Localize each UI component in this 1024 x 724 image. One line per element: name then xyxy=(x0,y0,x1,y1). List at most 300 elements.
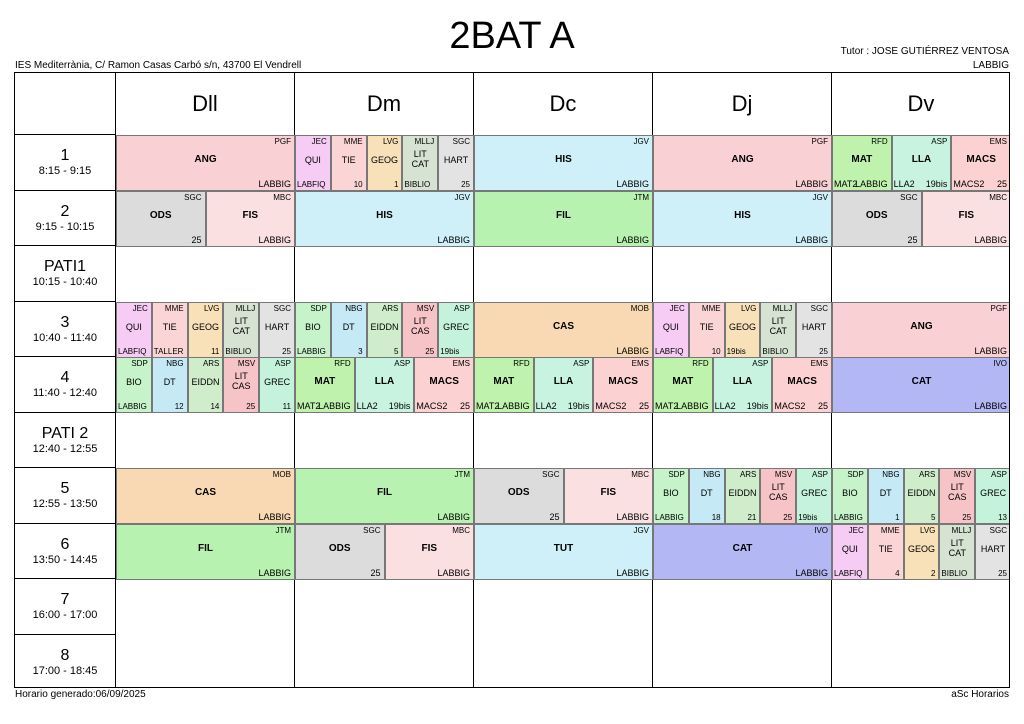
lesson-card[interactable] xyxy=(939,468,975,524)
room-label: 13 xyxy=(998,513,1007,522)
lesson-card[interactable] xyxy=(653,357,713,413)
subject-label: GEOG xyxy=(907,544,935,554)
room-label: BIBLIO xyxy=(941,569,968,578)
subject-label: CAS xyxy=(194,487,217,498)
room-label: 19bis xyxy=(746,401,769,411)
lesson-card[interactable] xyxy=(116,468,295,524)
room-label: 19bis xyxy=(925,179,948,189)
period-label: PATI 2 12:40 - 12:55 xyxy=(15,412,115,467)
room-label: 11 xyxy=(282,402,291,411)
generated-date: Horario generado:06/09/2025 xyxy=(15,689,146,700)
subject-label: QUI xyxy=(304,155,321,165)
lesson-card[interactable] xyxy=(975,468,1010,524)
lesson-card[interactable] xyxy=(832,357,1010,413)
teacher-code: ASP xyxy=(394,359,411,368)
room-label: LABBIG xyxy=(795,179,828,189)
room-label: 5 xyxy=(393,347,399,356)
lesson-card[interactable] xyxy=(223,357,259,413)
room-label: LABBIG xyxy=(795,568,828,578)
room-label: 25 xyxy=(370,568,381,578)
lesson-card[interactable] xyxy=(534,357,594,413)
lesson-card[interactable] xyxy=(295,468,474,524)
period-label: 1 8:15 - 9:15 xyxy=(15,134,115,190)
subject-label: FIS xyxy=(421,543,438,554)
teacher-code: JEC xyxy=(669,304,685,313)
teacher-code: EMS xyxy=(989,137,1007,146)
subject-label: CAT xyxy=(732,543,753,554)
lesson-card[interactable] xyxy=(295,191,474,247)
subject-label: DT xyxy=(879,488,892,498)
teacher-code: ASP xyxy=(453,304,470,313)
lesson-card[interactable] xyxy=(295,135,331,191)
lesson-card[interactable] xyxy=(653,302,689,358)
teacher-code: JTM xyxy=(633,193,649,202)
subject-label: HIS xyxy=(376,210,393,221)
period-label: 3 10:40 - 11:40 xyxy=(15,301,115,356)
subject-label: HIS xyxy=(734,210,751,221)
subject-label: QUI xyxy=(841,544,858,554)
room-label: 25 xyxy=(461,180,470,189)
teacher-code: SDP xyxy=(131,359,148,368)
lesson-card[interactable] xyxy=(760,302,796,358)
room-label: 25 xyxy=(783,513,793,522)
lesson-card[interactable] xyxy=(725,302,761,358)
subject-label: HIS xyxy=(555,154,572,165)
subject-label: BIO xyxy=(126,377,142,387)
teacher-code: NBG xyxy=(882,470,900,479)
teacher-code: ASP xyxy=(573,359,590,368)
teacher-code: NBG xyxy=(345,304,363,313)
teacher-code: PGF xyxy=(811,137,828,146)
room-label: 18 xyxy=(711,513,721,522)
teacher-code: JEC xyxy=(132,304,148,313)
room-label: LABBIG xyxy=(795,235,828,245)
lesson-card[interactable] xyxy=(653,468,689,524)
room-label: MAT2 xyxy=(476,401,500,411)
teacher-code: MME xyxy=(164,304,184,313)
lesson-card[interactable] xyxy=(438,302,474,358)
lesson-card[interactable] xyxy=(295,302,331,358)
teacher-code: SGC xyxy=(900,193,918,202)
room-label: LABFIQ xyxy=(297,180,326,189)
room-label: LABBIG xyxy=(616,179,649,189)
subject-label: ANG xyxy=(731,154,754,165)
subject-label: ODS xyxy=(865,210,888,221)
room-label: LABBIG xyxy=(655,513,684,522)
teacher-code: EMS xyxy=(631,359,649,368)
room-label: 10 xyxy=(711,347,721,356)
room-label: 2 xyxy=(930,569,936,578)
lesson-card[interactable] xyxy=(725,468,761,524)
teacher-code: JGV xyxy=(454,193,470,202)
subject-label: MACS xyxy=(429,376,459,387)
room-label: LLA2 xyxy=(714,401,736,411)
room-label: LABBIG xyxy=(258,235,291,245)
teacher-code: RFD xyxy=(334,359,351,368)
lesson-card[interactable] xyxy=(975,524,1010,580)
lesson-card[interactable] xyxy=(832,524,868,580)
lesson-card[interactable] xyxy=(713,357,773,413)
lesson-card[interactable] xyxy=(355,357,415,413)
subject-label: LIT CAS xyxy=(948,482,967,502)
room-label: LABBIG xyxy=(616,512,649,522)
room-label: LABBIG xyxy=(974,235,1007,245)
teacher-code: RFD xyxy=(692,359,709,368)
room-label: 19bis xyxy=(388,401,411,411)
room-label: LLA2 xyxy=(893,179,915,189)
subject-label: TIE xyxy=(878,544,893,554)
room-label: LABBIG xyxy=(974,346,1007,356)
subject-label: CAT xyxy=(911,376,932,387)
subject-label: MACS xyxy=(608,376,638,387)
period-label: 6 13:50 - 14:45 xyxy=(15,523,115,578)
room-label: BIBLIO xyxy=(225,347,252,356)
teacher-code: SGC xyxy=(273,304,291,313)
lesson-card[interactable] xyxy=(331,302,367,358)
home-room: LABBIG xyxy=(972,60,1009,71)
teacher-code: SGC xyxy=(452,137,470,146)
lesson-card[interactable] xyxy=(116,524,295,580)
subject-label: ODS xyxy=(507,487,530,498)
lesson-card[interactable] xyxy=(832,302,1010,358)
teacher-code: JGV xyxy=(633,526,649,535)
room-label: 25 xyxy=(425,347,435,356)
room-label: 25 xyxy=(282,347,291,356)
lesson-card[interactable] xyxy=(367,135,403,191)
room-label: 12 xyxy=(174,402,184,411)
lesson-card[interactable] xyxy=(188,302,224,358)
room-label: 25 xyxy=(246,402,256,411)
teacher-code: MME xyxy=(701,304,721,313)
room-label: MACS2 xyxy=(595,401,627,411)
teacher-code: MOB xyxy=(272,470,291,479)
teacher-code: ARS xyxy=(202,359,220,368)
room-label: 21 xyxy=(747,513,757,522)
day-header: Dm xyxy=(294,73,473,134)
subject-label: HART xyxy=(443,155,469,165)
teacher-code: JEC xyxy=(311,137,327,146)
teacher-code: NBG xyxy=(166,359,184,368)
teacher-code: EMS xyxy=(810,359,828,368)
subject-label: BIO xyxy=(663,488,679,498)
lesson-card[interactable] xyxy=(939,524,975,580)
lesson-card[interactable] xyxy=(116,135,295,191)
lesson-card[interactable] xyxy=(689,468,725,524)
room-label: 5 xyxy=(930,513,936,522)
teacher-code: SDP xyxy=(668,470,685,479)
lesson-card[interactable] xyxy=(259,302,295,358)
subject-label: LLA xyxy=(553,376,574,387)
lesson-card[interactable] xyxy=(904,524,940,580)
subject-label: TUT xyxy=(553,543,574,554)
lesson-card[interactable] xyxy=(385,524,475,580)
lesson-card[interactable] xyxy=(259,357,295,413)
period-label: 4 11:40 - 12:40 xyxy=(15,356,115,412)
teacher-code: MOB xyxy=(630,304,649,313)
lesson-card[interactable] xyxy=(868,468,904,524)
lesson-card[interactable] xyxy=(564,468,654,524)
room-label: LABBIG xyxy=(616,235,649,245)
room-label: MAT2 xyxy=(834,179,858,189)
room-label: LABBIG xyxy=(974,401,1007,411)
period-label: 5 12:55 - 13:50 xyxy=(15,467,115,523)
teacher-code: LVG xyxy=(382,137,399,146)
subject-label: EIDDN xyxy=(370,322,399,332)
subject-label: MACS xyxy=(787,376,817,387)
page-title: 2BAT A xyxy=(449,15,575,57)
room-label: LABBIG xyxy=(118,402,147,411)
lesson-card[interactable] xyxy=(116,357,152,413)
lesson-card[interactable] xyxy=(367,302,403,358)
teacher-code: RFD xyxy=(513,359,530,368)
subject-label: TIE xyxy=(341,155,356,165)
room-label: 25 xyxy=(191,235,202,245)
room-label: 3 xyxy=(358,347,363,356)
teacher-code: RFD xyxy=(871,137,888,146)
room-label: 4 xyxy=(895,569,900,578)
room-label: 25 xyxy=(998,569,1007,578)
room-label: MACS2 xyxy=(774,401,806,411)
room-label: MAT2 xyxy=(655,401,679,411)
lesson-card[interactable] xyxy=(922,191,1011,247)
room-label: 1 xyxy=(895,513,900,522)
lesson-card[interactable] xyxy=(796,468,832,524)
teacher-code: MME xyxy=(880,526,900,535)
subject-label: LIT CAT xyxy=(769,316,787,336)
teacher-code: SDP xyxy=(310,304,327,313)
lesson-card[interactable] xyxy=(593,357,653,413)
room-label: LLA2 xyxy=(356,401,378,411)
subject-label: EIDDN xyxy=(191,377,220,387)
period-label: 8 17:00 - 18:45 xyxy=(15,634,115,688)
teacher-code: MBC xyxy=(273,193,291,202)
day-header: Dv xyxy=(831,73,1010,134)
lesson-card[interactable] xyxy=(653,135,832,191)
teacher-code: MSV xyxy=(416,304,435,313)
teacher-code: ARS xyxy=(739,470,757,479)
subject-label: GREC xyxy=(801,488,828,498)
lesson-card[interactable] xyxy=(832,191,922,247)
room-label: LABFIQ xyxy=(655,347,684,356)
subject-label: DT xyxy=(342,322,355,332)
subject-label: BIO xyxy=(305,322,321,332)
lesson-card[interactable] xyxy=(868,524,904,580)
room-label: LABBIG xyxy=(437,235,470,245)
room-label: LABBIG xyxy=(497,401,530,411)
room-label: 19bis xyxy=(567,401,590,411)
subject-label: LIT CAS xyxy=(769,482,788,502)
subject-label: MAT xyxy=(493,376,515,387)
subject-label: LIT CAS xyxy=(411,316,430,336)
lesson-card[interactable] xyxy=(474,135,653,191)
lesson-card[interactable] xyxy=(689,302,725,358)
room-label: 25 xyxy=(459,401,470,411)
subject-label: LLA xyxy=(374,376,395,387)
room-label: LABBIG xyxy=(297,347,326,356)
teacher-code: MME xyxy=(343,137,363,146)
teacher-code: ASP xyxy=(752,359,769,368)
subject-label: DT xyxy=(700,488,713,498)
teacher-code: SDP xyxy=(847,470,864,479)
lesson-card[interactable] xyxy=(402,302,438,358)
lesson-card[interactable] xyxy=(796,302,832,358)
subject-label: QUI xyxy=(662,322,679,332)
teacher-code: ASP xyxy=(931,137,948,146)
teacher-code: IVO xyxy=(993,359,1007,368)
subject-label: MACS xyxy=(966,154,996,165)
room-label: BIBLIO xyxy=(762,347,789,356)
room-label: 1 xyxy=(393,180,399,189)
subject-label: GREC xyxy=(443,322,470,332)
room-label: LLA2 xyxy=(535,401,557,411)
lesson-card[interactable] xyxy=(760,468,796,524)
subject-label: LIT CAT xyxy=(948,538,966,558)
subject-label: MAT xyxy=(851,154,873,165)
period-label: 7 16:00 - 17:00 xyxy=(15,578,115,634)
subject-label: LIT CAT xyxy=(411,149,429,169)
teacher-code: LVG xyxy=(203,304,220,313)
teacher-code: SGC xyxy=(184,193,202,202)
room-label: MACS2 xyxy=(416,401,448,411)
teacher-code: MBC xyxy=(989,193,1007,202)
subject-label: LLA xyxy=(732,376,753,387)
timetable-grid xyxy=(14,72,1010,688)
teacher-code: MSV xyxy=(774,470,793,479)
lesson-card[interactable] xyxy=(653,191,832,247)
subject-label: TIE xyxy=(162,322,177,332)
teacher-code: MLLJ xyxy=(414,137,435,146)
lesson-card[interactable] xyxy=(772,357,832,413)
subject-label: TIE xyxy=(699,322,714,332)
lesson-card[interactable] xyxy=(152,357,188,413)
room-label: LABBIG xyxy=(437,568,470,578)
lesson-card[interactable] xyxy=(402,135,438,191)
teacher-code: SGC xyxy=(810,304,828,313)
lesson-card[interactable] xyxy=(904,468,940,524)
lesson-card[interactable] xyxy=(331,135,367,191)
room-label: 14 xyxy=(210,402,220,411)
day-header: Dj xyxy=(652,73,831,134)
teacher-code: IVO xyxy=(814,526,828,535)
teacher-code: JTM xyxy=(275,526,291,535)
room-label: LABBIG xyxy=(616,346,649,356)
teacher-code: LVG xyxy=(740,304,757,313)
teacher-code: MLLJ xyxy=(772,304,793,313)
teacher-code: MSV xyxy=(237,359,256,368)
lesson-card[interactable] xyxy=(892,135,952,191)
subject-label: HART xyxy=(801,322,827,332)
teacher-code: EMS xyxy=(452,359,470,368)
teacher-code: ASP xyxy=(811,470,828,479)
lesson-card[interactable] xyxy=(116,302,152,358)
subject-label: EIDDN xyxy=(728,488,757,498)
lesson-card[interactable] xyxy=(832,468,868,524)
room-label: 11 xyxy=(211,347,220,356)
lesson-card[interactable] xyxy=(414,357,474,413)
teacher-code: MLLJ xyxy=(235,304,256,313)
teacher-code: PGF xyxy=(274,137,291,146)
subject-label: ANG xyxy=(910,321,933,332)
lesson-card[interactable] xyxy=(474,468,564,524)
lesson-card[interactable] xyxy=(951,135,1010,191)
subject-label: GREC xyxy=(264,377,291,387)
subject-label: GEOG xyxy=(728,322,756,332)
room-label: 19bis xyxy=(440,347,460,356)
subject-label: QUI xyxy=(125,322,142,332)
software-credit: aSc Horarios xyxy=(951,689,1009,700)
room-label: 25 xyxy=(817,401,828,411)
room-label: LABBIG xyxy=(258,568,291,578)
subject-label: FIS xyxy=(242,210,259,221)
teacher-code: MBC xyxy=(631,470,649,479)
subject-label: LIT CAT xyxy=(232,316,250,336)
teacher-code: ASP xyxy=(990,470,1007,479)
lesson-card[interactable] xyxy=(223,302,259,358)
subject-label: LIT CAS xyxy=(232,371,251,391)
lesson-card[interactable] xyxy=(206,191,296,247)
lesson-card[interactable] xyxy=(474,302,653,358)
teacher-code: MBC xyxy=(452,526,470,535)
teacher-code: NBG xyxy=(703,470,721,479)
subject-label: GREC xyxy=(980,488,1007,498)
subject-label: ODS xyxy=(149,210,172,221)
lesson-card[interactable] xyxy=(438,135,474,191)
teacher-code: SGC xyxy=(542,470,560,479)
room-label: LABBIG xyxy=(676,401,709,411)
lesson-card[interactable] xyxy=(832,135,892,191)
room-label: 25 xyxy=(907,235,918,245)
teacher-code: MSV xyxy=(953,470,972,479)
lesson-card[interactable] xyxy=(474,357,534,413)
subject-label: MAT xyxy=(314,376,336,387)
subject-label: DT xyxy=(163,377,176,387)
room-label: BIBLIO xyxy=(404,180,431,189)
room-label: 25 xyxy=(819,347,828,356)
subject-label: FIS xyxy=(958,210,975,221)
subject-label: FIS xyxy=(600,487,617,498)
teacher-code: ARS xyxy=(918,470,936,479)
room-label: 25 xyxy=(638,401,649,411)
lesson-card[interactable] xyxy=(152,302,188,358)
teacher-code: ASP xyxy=(274,359,291,368)
subject-label: ANG xyxy=(194,154,217,165)
lesson-card[interactable] xyxy=(295,524,385,580)
subject-label: MAT xyxy=(672,376,694,387)
teacher-code: LVG xyxy=(919,526,936,535)
room-label: LABBIG xyxy=(258,512,291,522)
room-label: 25 xyxy=(549,512,560,522)
lesson-card[interactable] xyxy=(653,524,832,580)
lesson-card[interactable] xyxy=(295,357,355,413)
subject-label: HART xyxy=(980,544,1006,554)
day-header: Dc xyxy=(473,73,652,134)
day-header: Dll xyxy=(115,73,294,134)
room-label: LABBIG xyxy=(834,513,863,522)
room-label: LABBIG xyxy=(318,401,351,411)
room-label: MACS2 xyxy=(953,179,985,189)
subject-label: GEOG xyxy=(191,322,219,332)
lesson-card[interactable] xyxy=(116,191,206,247)
lesson-card[interactable] xyxy=(474,191,653,247)
room-label: TALLER xyxy=(153,347,184,356)
subject-label: EIDDN xyxy=(907,488,936,498)
subject-label: FIL xyxy=(198,543,213,554)
lesson-card[interactable] xyxy=(188,357,224,413)
subject-label: HART xyxy=(264,322,290,332)
room-label: 19bis xyxy=(726,347,746,356)
period-label: 2 9:15 - 10:15 xyxy=(15,190,115,245)
lesson-card[interactable] xyxy=(474,524,653,580)
